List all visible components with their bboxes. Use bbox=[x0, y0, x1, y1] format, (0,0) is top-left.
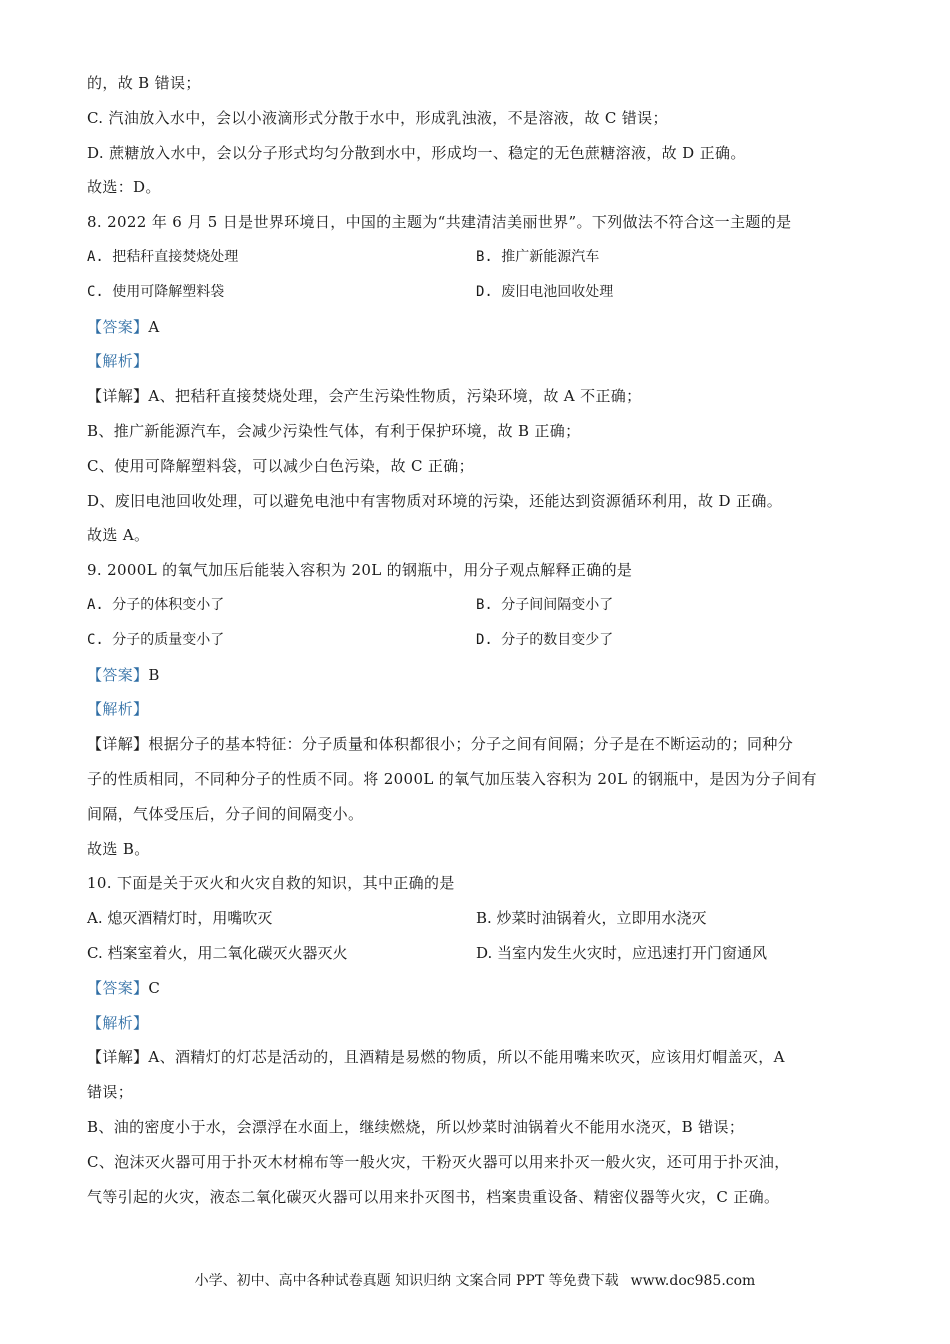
question-10-answer bbox=[87, 978, 877, 998]
question-9-detail-2: 子的性质相同，不同种分子的性质不同。将 2000L 的氧气加压装入容积为 20L 的钢瓶中，是因为分子间有 bbox=[87, 769, 817, 788]
question-10-options-row-1 bbox=[87, 908, 877, 928]
detail-label: 【详解】 bbox=[87, 735, 149, 754]
question-8-conclusion: 故选 A。 bbox=[87, 526, 150, 545]
option-a: A. 熄灭酒精灯时，用嘴吹灭 bbox=[87, 909, 273, 928]
answer-label: 【答案】 bbox=[87, 317, 149, 336]
option-b: B. 推广新能源汽车 bbox=[476, 248, 600, 265]
analysis-label: 【解析】 bbox=[87, 700, 149, 719]
question-9-options-row-2 bbox=[87, 630, 877, 650]
option-a: A. 分子的体积变小了 bbox=[87, 596, 225, 613]
document-page bbox=[87, 73, 877, 1221]
question-9-analysis bbox=[87, 699, 877, 719]
question-10-stem: 10. 下面是关于灭火和火灾自救的知识，其中正确的是 bbox=[87, 874, 455, 893]
question-9-stem: 9. 2000L 的氧气加压后能装入容积为 20L 的钢瓶中，用分子观点解释正确的是 bbox=[87, 561, 633, 580]
question-10-detail-3: B、油的密度小于水，会漂浮在水面上，继续燃烧，所以炒菜时油锅着火不能用水浇灭，B 错误； bbox=[87, 1117, 745, 1136]
option-b: B. 炒菜时油锅着火，立即用水浇灭 bbox=[476, 909, 707, 928]
footer-url: www.doc985.com bbox=[630, 1273, 756, 1289]
question-10-options-row-2 bbox=[87, 943, 877, 963]
option-d: D. 废旧电池回收处理 bbox=[476, 283, 614, 300]
analysis-label: 【解析】 bbox=[87, 352, 149, 371]
detail-text: A、把秸秆直接焚烧处理，会产生污染性物质，污染环境，故 A 不正确； bbox=[148, 387, 642, 406]
question-8-detail-3: C、使用可降解塑料袋，可以减少白色污染，故 C 正确； bbox=[87, 456, 474, 475]
option-a: A. 把秸秆直接焚烧处理 bbox=[87, 248, 239, 265]
question-10-detail-1 bbox=[87, 1047, 877, 1067]
option-b: B. 分子间间隔变小了 bbox=[476, 596, 614, 613]
detail-label: 【详解】 bbox=[87, 387, 149, 406]
text-line: 故选：D。 bbox=[87, 178, 161, 197]
text-line: D. 蔗糖放入水中，会以分子形式均匀分散到水中，形成均一、稳定的无色蔗糖溶液，故 D 正确。 bbox=[87, 143, 746, 162]
question-8-options-row-2 bbox=[87, 282, 877, 302]
detail-text: 根据分子的基本特征：分子质量和体积都很小；分子之间有间隔；分子是在不断运动的；同种分 bbox=[148, 735, 794, 754]
answer-value: A bbox=[148, 317, 160, 336]
question-9-answer bbox=[87, 665, 877, 685]
analysis-label: 【解析】 bbox=[87, 1013, 149, 1032]
question-9-detail-1 bbox=[87, 734, 877, 754]
question-10-analysis bbox=[87, 1013, 877, 1033]
detail-text: A、酒精灯的灯芯是活动的，且酒精是易燃的物质，所以不能用嘴来吹灭，应该用灯帽盖灭，A bbox=[148, 1048, 785, 1067]
question-10-detail-4: C、泡沫灭火器可用于扑灭木材棉布等一般火灾，干粉灭火器可以用来扑灭一般火灾，还可用于扑灭油， bbox=[87, 1152, 790, 1171]
question-8-stem: 8. 2022 年 6 月 5 日是世界环境日，中国的主题为“共建清洁美丽世界”。下列做法不符合这一主题的是 bbox=[87, 213, 792, 232]
question-8-detail-2: B、推广新能源汽车，会减少污染性气体，有利于保护环境，故 B 正确； bbox=[87, 421, 581, 440]
question-8-answer bbox=[87, 317, 877, 337]
answer-label: 【答案】 bbox=[87, 978, 149, 997]
question-8-detail-1 bbox=[87, 386, 877, 406]
answer-value: C bbox=[148, 978, 161, 997]
answer-value: B bbox=[148, 665, 160, 684]
option-c: C. 档案室着火，用二氧化碳灭火器灭火 bbox=[87, 943, 348, 962]
question-9-options-row-1 bbox=[87, 595, 877, 615]
option-c: C. 分子的质量变小了 bbox=[87, 631, 225, 648]
option-c: C. 使用可降解塑料袋 bbox=[87, 283, 225, 300]
question-9-detail-3: 间隔，气体受压后，分子间的间隔变小。 bbox=[87, 804, 364, 823]
question-9-conclusion: 故选 B。 bbox=[87, 839, 150, 858]
detail-label: 【详解】 bbox=[87, 1048, 149, 1067]
option-d: D. 当室内发生火灾时，应迅速打开门窗通风 bbox=[476, 943, 768, 962]
question-8-options-row-1 bbox=[87, 247, 877, 267]
question-8-detail-4: D、废旧电池回收处理，可以避免电池中有害物质对环境的污染，还能达到资源循环利用，故 D 正确。 bbox=[87, 491, 783, 510]
text-line: C. 汽油放入水中，会以小液滴形式分散于水中，形成乳浊液，不是溶液，故 C 错误； bbox=[87, 108, 668, 127]
footer-text: 小学、初中、高中各种试卷真题 知识归纳 文案合同 PPT 等免费下载 bbox=[194, 1273, 619, 1289]
question-10-detail-5: 气等引起的火灾，液态二氧化碳灭火器可以用来扑灭图书，档案贵重设备、精密仪器等火灾，C 正确。 bbox=[87, 1187, 780, 1206]
page-footer bbox=[0, 1270, 950, 1290]
option-d: D. 分子的数目变少了 bbox=[476, 631, 614, 648]
answer-label: 【答案】 bbox=[87, 665, 149, 684]
question-10-detail-2: 错误； bbox=[87, 1083, 134, 1102]
text-line: 的，故 B 错误； bbox=[87, 74, 201, 92]
question-8-analysis bbox=[87, 351, 877, 371]
